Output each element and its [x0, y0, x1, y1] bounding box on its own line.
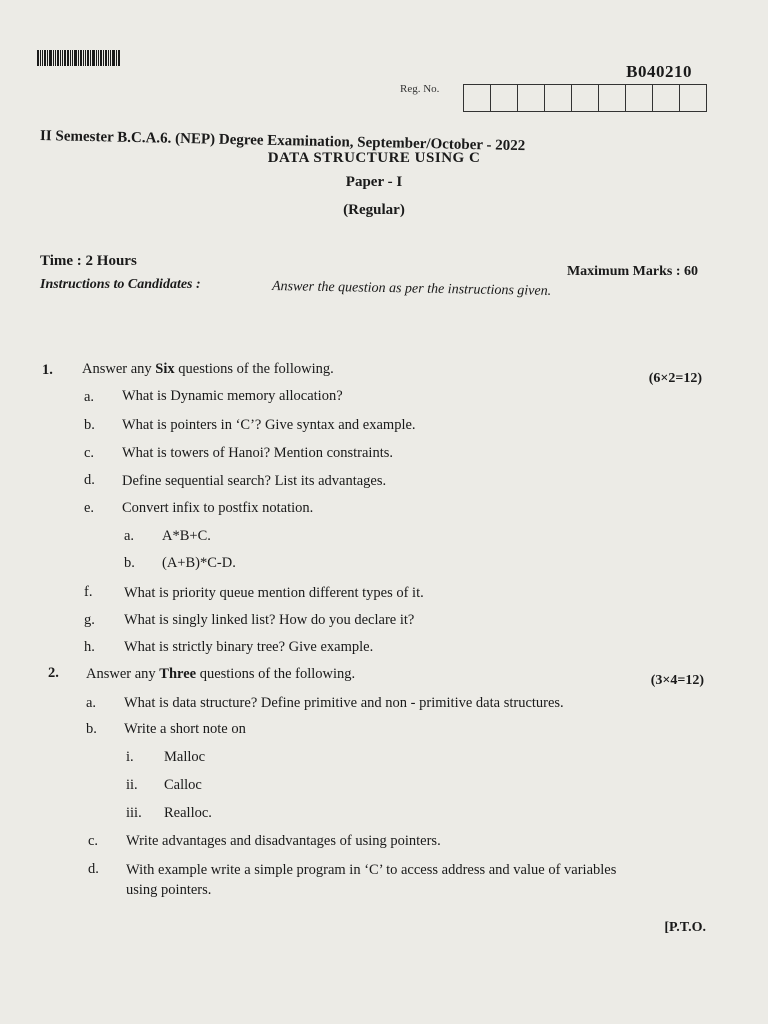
q1c-text: What is towers of Hanoi? Mention constraints. — [122, 445, 394, 461]
q1b-text: What is pointers in ‘C’? Give syntax and example. — [122, 417, 416, 433]
time-allowed: Time : 2 Hours — [40, 253, 137, 269]
barcode-bar — [118, 50, 120, 66]
barcode-bar — [64, 50, 66, 66]
q1e-text: Convert infix to postfix notation. — [122, 500, 314, 516]
maximum-marks: Maximum Marks : 60 — [566, 264, 698, 279]
barcode-bar — [70, 50, 71, 66]
q2a-text: What is data structure? Define primitive and non - primitive data structures. — [124, 695, 564, 711]
barcode-bar — [53, 50, 54, 66]
barcode-bar — [74, 50, 77, 66]
q1a-label: a. — [84, 389, 95, 405]
barcode-bar — [67, 50, 69, 66]
reg-no-box[interactable] — [680, 85, 706, 111]
q2b-iii-text: Realloc. — [164, 805, 212, 821]
barcode-bar — [78, 50, 79, 66]
barcode-bar — [80, 50, 82, 66]
q2b-i-text: Malloc — [164, 749, 206, 765]
barcode-bar — [100, 50, 102, 66]
barcode-bar — [49, 50, 52, 66]
q1h-label: h. — [84, 639, 95, 655]
reg-no-box[interactable] — [626, 85, 653, 111]
q1-marks: (6×2=12) — [648, 371, 702, 386]
barcode — [37, 50, 147, 66]
barcode-bar — [85, 50, 86, 66]
q1g-label: g. — [84, 612, 95, 628]
q2-instruction: Answer any Three questions of the following. — [86, 666, 356, 682]
q1f-label: f. — [84, 584, 93, 600]
reg-no-box[interactable] — [653, 85, 680, 111]
q1c-label: c. — [84, 445, 95, 461]
barcode-bar — [42, 50, 43, 66]
q1-number: 1. — [42, 362, 53, 378]
q1b-label: b. — [84, 417, 95, 433]
barcode-bar — [108, 50, 109, 66]
barcode-bar — [47, 50, 48, 66]
barcode-bar — [116, 50, 117, 66]
exam-title: II Semester B.C.A.6. (NEP) Degree Examination, September/October - 2022 — [39, 128, 526, 155]
reg-no-box[interactable] — [545, 85, 572, 111]
reg-no-box[interactable] — [572, 85, 599, 111]
barcode-bar — [83, 50, 84, 66]
q1f-text: What is priority queue mention different types of it. — [124, 585, 424, 601]
q2b-text: Write a short note on — [124, 721, 246, 737]
q2d-text-continued: using pointers. — [126, 882, 212, 898]
q1g-text: What is singly linked list? How do you declare it? — [124, 612, 415, 628]
barcode-bar — [60, 50, 61, 66]
q2-marks: (3×4=12) — [650, 673, 704, 688]
barcode-bar — [72, 50, 73, 66]
q2b-iii-label: iii. — [126, 805, 142, 821]
barcode-bar — [105, 50, 107, 66]
q1h-text: What is strictly binary tree? Give example. — [124, 639, 374, 655]
q1d-label: d. — [84, 472, 95, 488]
barcode-bar — [40, 50, 41, 66]
q2d-text: With example write a simple program in ‘C’ to access address and value of variables — [126, 862, 617, 878]
q1e-a-text: A*B+C. — [162, 528, 211, 544]
barcode-bar — [55, 50, 56, 66]
q2b-label: b. — [86, 721, 97, 737]
reg-no-boxes[interactable] — [463, 84, 707, 112]
barcode-bar — [110, 50, 111, 66]
q2c-label: c. — [88, 833, 99, 849]
q1e-label: e. — [84, 500, 95, 516]
q2b-ii-label: ii. — [126, 777, 138, 793]
exam-type: (Regular) — [343, 202, 405, 218]
q2d-label: d. — [88, 861, 99, 877]
q1e-b-label: b. — [124, 555, 135, 571]
reg-no-box[interactable] — [464, 85, 491, 111]
barcode-bar — [57, 50, 59, 66]
q1e-a-label: a. — [124, 528, 135, 544]
q1e-b-text: (A+B)*C-D. — [162, 555, 236, 571]
barcode-bar — [98, 50, 99, 66]
reg-no-box[interactable] — [491, 85, 518, 111]
barcode-bar — [96, 50, 97, 66]
q2b-i-label: i. — [126, 749, 134, 765]
q1d-text: Define sequential search? List its advantages. — [122, 473, 387, 489]
paper-code: B040210 — [626, 62, 692, 81]
barcode-bar — [62, 50, 63, 66]
q2c-text: Write advantages and disadvantages of using pointers. — [126, 833, 441, 849]
barcode-bar — [112, 50, 115, 66]
instructions-label: Instructions to Candidates : — [40, 277, 201, 292]
barcode-bar — [90, 50, 91, 66]
q1-instruction: Answer any Six questions of the following. — [82, 361, 334, 377]
reg-no-box[interactable] — [599, 85, 626, 111]
barcode-bar — [87, 50, 89, 66]
instructions-text: Answer the question as per the instructions given. — [271, 279, 552, 299]
barcode-bar — [44, 50, 46, 66]
q1a-text: What is Dynamic memory allocation? — [122, 388, 343, 404]
q2a-label: a. — [86, 695, 97, 711]
barcode-bar — [92, 50, 95, 66]
please-turn-over: [P.T.O. — [664, 920, 706, 935]
subject-title: DATA STRUCTURE USING C — [267, 150, 481, 166]
q2-number: 2. — [48, 665, 59, 681]
reg-no-label: Reg. No. — [400, 83, 440, 95]
q2b-ii-text: Calloc — [164, 777, 202, 793]
barcode-bar — [103, 50, 104, 66]
reg-no-box[interactable] — [518, 85, 545, 111]
paper-number: Paper - I — [345, 174, 403, 190]
barcode-bar — [37, 50, 39, 66]
